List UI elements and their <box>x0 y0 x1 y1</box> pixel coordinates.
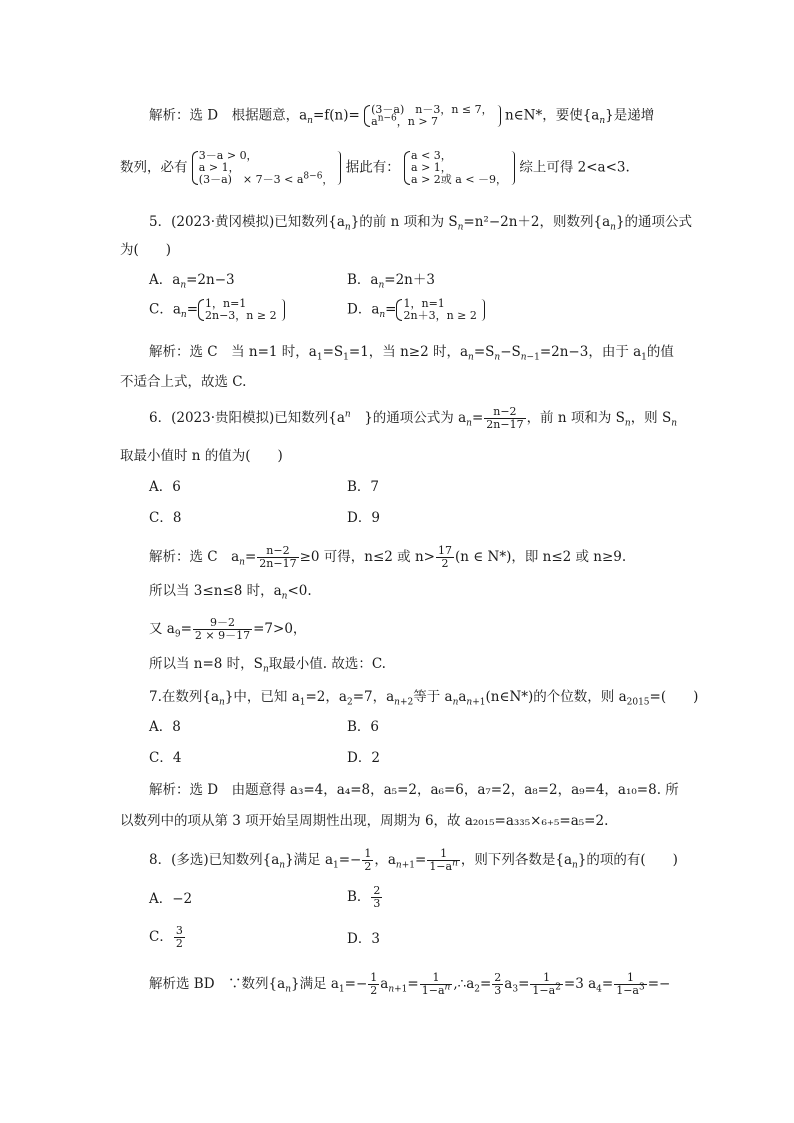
q5-stem-line2: 为( ) <box>120 242 172 258</box>
q6-solution-line4: 所以当 n=8 时，$S_n$取最小值. 故选：C. <box>149 656 386 675</box>
q6-option-a: A．6 <box>149 479 181 495</box>
q7-option-d: D．2 <box>347 750 380 766</box>
q6-option-d: D．9 <box>347 510 380 526</box>
piecewise-brace: (3－a) n－3，n ≤ 7， $a^{n-6}$，n > 7 <box>364 104 501 128</box>
condition-brace: 3－a > 0， a > 1， (3－a) × $7-3 < a^{8-6}$， <box>192 150 342 186</box>
q6-solution-line1: 解析：选 C $a_n=$ $\frac{n-2}{2n-17}$ ≥0 可得，n≤2 或 n> $\frac{17}{2}$ (n ∈ N*)，即 n≤2 或 n≥9. <box>149 544 627 570</box>
q8-stem: 8．(多选)已知数列$\{a_n\}$满足 $a_1=-$ $\frac{1}{2}$ ，$a_{n+1}=$ $\frac{1}{1-a^n}$ ，则下列各数是$\{a_n\}$的项的有( ) <box>149 847 678 873</box>
q8-solution: 解析选 BD ∵数列$\{a_n\}$满足 $a_1=-$ $\frac{1}{2}$ $a_{n+1}=$ $\frac{1}{1-a^n}$ $,\therefore a_2=$ $\frac{2}{3}$ $a_3=$ $\frac{1}{1-a^2}$ =3 $a_4=$ $\frac{1}{1-a^3}$ =− <box>149 971 671 997</box>
q5-option-b: B．$a_n=2n+3$ <box>347 272 435 291</box>
q6-solution-line2: 所以当 3≤n≤8 时，$a_n<0$. <box>149 583 312 602</box>
q7-option-c: C．4 <box>149 750 182 766</box>
q7-option-b: B．6 <box>347 719 380 735</box>
q6-option-b: B．7 <box>347 479 380 495</box>
q8-option-b: B． $\frac{2}{3}$ <box>347 884 381 910</box>
q7-option-a: A．8 <box>149 719 181 735</box>
q7-solution-line2: 以数列中的项从第 3 项开始呈周期性出现，周期为 6，故 a₂₀₁₅=a₃₃₅×₆₊₅=a₅=2. <box>120 813 609 829</box>
q5-solution-line1: 解析：选 C 当 n=1 时，$a_1=S_1=1$，当 n≥2 时，$a_n=S_n-S_{n-1}=2n-3$，由于 $a_1$的值 <box>149 344 674 363</box>
q6-solution-line3: 又 $a_9=$ $\frac{9-2}{2 \times 9-17}$ =7>0， <box>149 616 307 642</box>
q5-stem-line1: 5．(2023·黄冈模拟)已知数列$\{a_n\}$的前 n 项和为 $S_n=n^2-2n+2$，则数列$\{a_n\}$的通项公式 <box>149 214 693 233</box>
q4-solution-line2: 数列，必有 3－a > 0， a > 1， (3－a) × $7-3 < a^{8-6}$， 据此有： a < 3， a > 1， a > 2或 a < －9， 综上可得 2<a<3. <box>120 149 630 186</box>
q8-option-a: A．−2 <box>149 891 193 907</box>
result-brace: a < 3， a > 1， a > 2或 a < －9， <box>404 150 515 186</box>
q5-option-a: A．$a_n=2n-3$ <box>149 272 235 291</box>
q5-solution-line2: 不适合上式，故选 C. <box>120 374 247 390</box>
q5-option-d: D．$a_n=$ 1，n=1 2n＋3，n ≥ 2 <box>347 298 485 322</box>
q6-stem-line2: 取最小值时 n 的值为( ) <box>120 448 283 464</box>
q7-stem: 7.在数列$\{a_n\}$中，已知 $a_1=2$，$a_2=7$，$a_{n+2}$等于 $a_na_{n+1}(n\in N*)$的个位数，则 $a_{2015}=$( ) <box>149 689 699 708</box>
q5-option-c: C．$a_n=$ 1，n=1 2n−3，n ≥ 2 <box>149 298 285 322</box>
q4-solution-line1: 解析：选 D 根据题意，$a_n=f(n)=$ (3－a) n－3，n ≤ 7， $a^{n-6}$，n > 7 n∈N*，要使$\{a_n\}$是递增 <box>149 103 655 128</box>
q6-option-c: C．8 <box>149 510 182 526</box>
q8-option-d: D．3 <box>347 931 380 947</box>
q6-stem-line1: 6．(2023·贵阳模拟)已知数列{$a^n$ }的通项公式为 $a_n=$ $\frac{n-2}{2n-17}$ ，前 n 项和为 $S_n$，则 $S_n$ <box>149 405 678 431</box>
q7-solution-line1: 解析：选 D 由题意得 a₃=4，a₄=8，a₅=2，a₆=6，a₇=2，a₈=2，a₉=4，a₁₀=8. 所 <box>149 782 679 798</box>
q8-option-c: C． $\frac{3}{2}$ <box>149 924 183 950</box>
